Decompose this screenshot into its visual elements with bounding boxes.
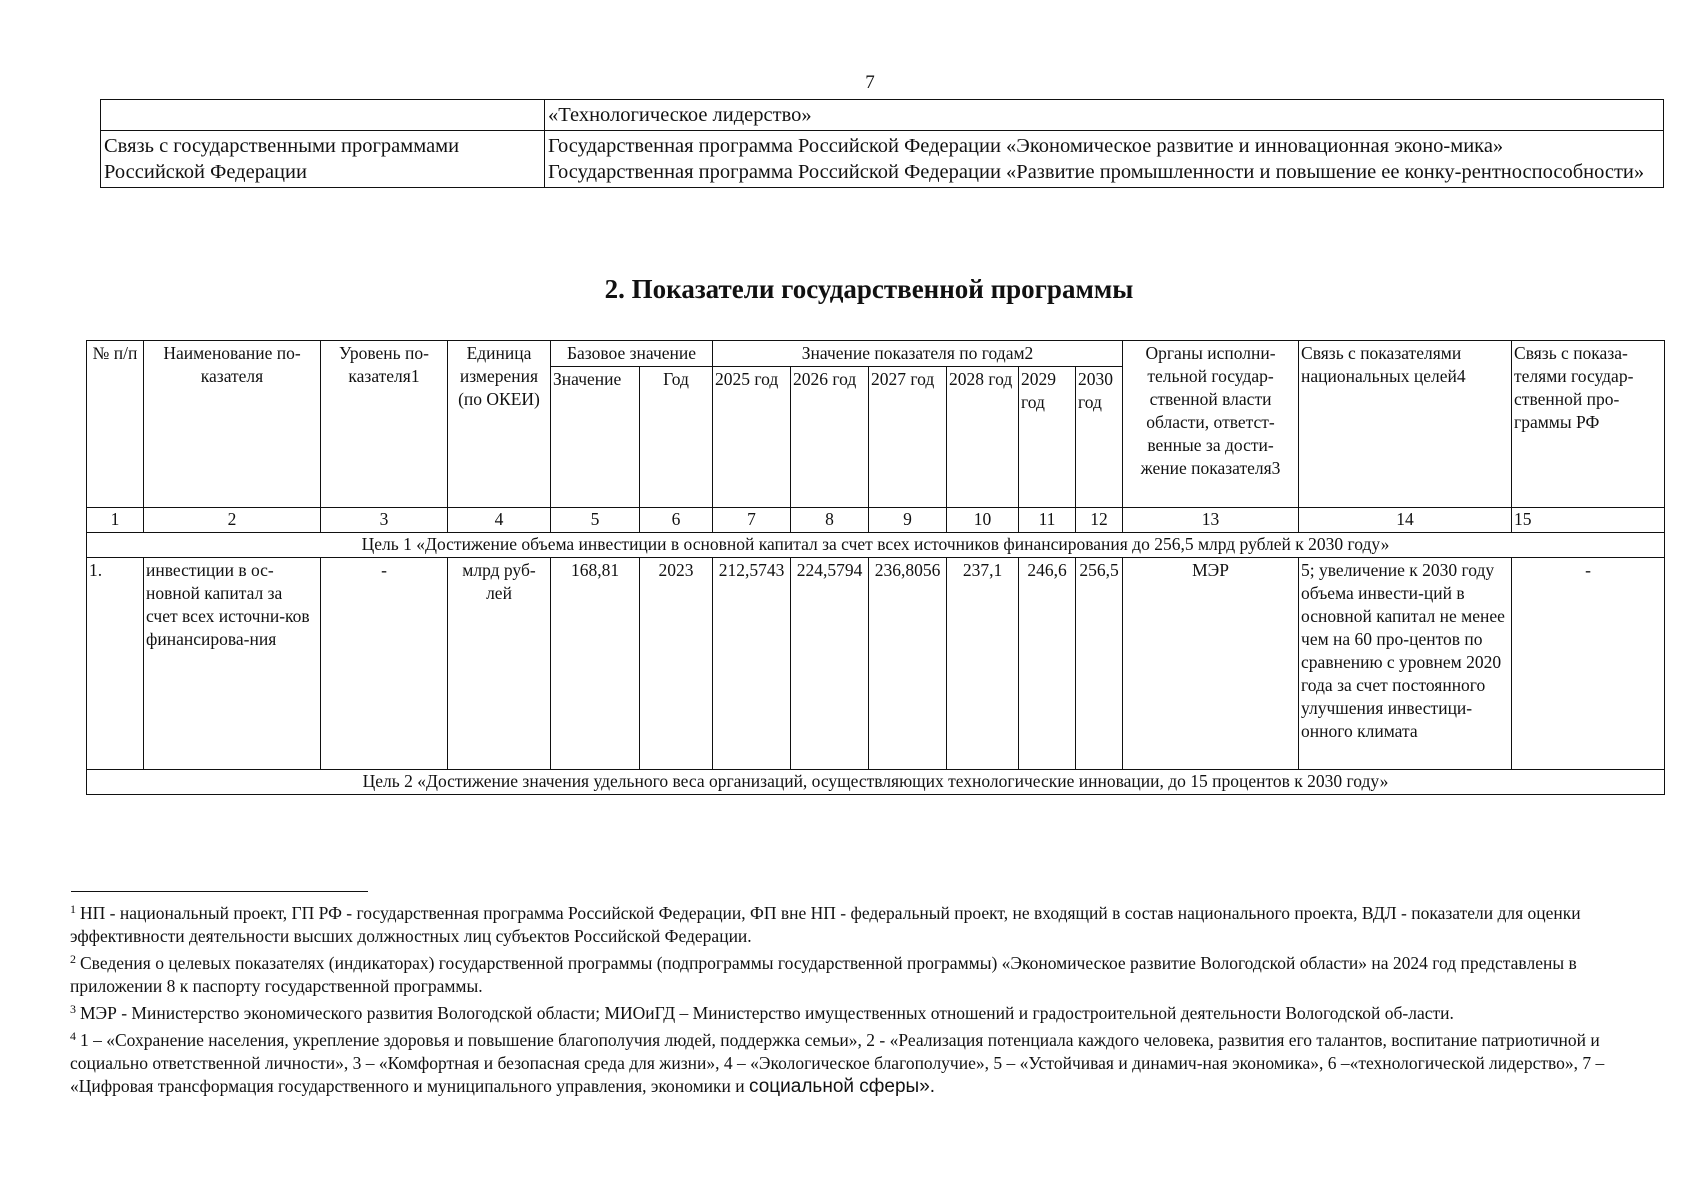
indicators-table: [86, 340, 1665, 795]
footnote-mark: 1: [70, 902, 76, 916]
footnote-2: [70, 948, 1670, 998]
page-number: 7: [865, 72, 875, 93]
column-number: 1: [87, 508, 144, 533]
footnotes: [70, 898, 1670, 1098]
row1-num: 1.: [87, 558, 144, 770]
header-name: Наименование по-казателя: [144, 341, 321, 508]
row1-2028: 237,1: [947, 558, 1019, 770]
column-number: 8: [791, 508, 869, 533]
row1-name: инвестиции в ос-новной капитал за счет всех источни-ков финансирова-ния: [144, 558, 321, 770]
column-number: 3: [321, 508, 448, 533]
footnote-1: [70, 898, 1670, 948]
column-number: 12: [1076, 508, 1123, 533]
row1-authority: МЭР: [1123, 558, 1299, 770]
footnote-text-end: социальной сферы».: [749, 1076, 936, 1097]
column-number: 6: [640, 508, 713, 533]
passport-row2-value: [545, 131, 1664, 188]
column-number: 10: [947, 508, 1019, 533]
header-years-group: Значение показателя по годам2: [713, 341, 1123, 367]
goal-1-row: [87, 533, 1665, 558]
row1-base-year: 2023: [640, 558, 713, 770]
column-number-row: [87, 508, 1665, 533]
header-base-year: Год: [640, 367, 713, 508]
row1-2027: 236,8056: [869, 558, 947, 770]
column-number: 9: [869, 508, 947, 533]
footnote-separator: [71, 891, 368, 892]
row1-2026: 224,5794: [791, 558, 869, 770]
header-base-group: Базовое значение: [551, 341, 713, 367]
column-number: 4: [448, 508, 551, 533]
column-number: 7: [713, 508, 791, 533]
header-base-value: Значение: [551, 367, 640, 508]
passport-table: [100, 99, 1664, 188]
header-year-2028: 2028 год: [947, 367, 1019, 508]
row1-base-value: 168,81: [551, 558, 640, 770]
footnote-mark: 3: [70, 1002, 76, 1016]
header-year-2026: 2026 год: [791, 367, 869, 508]
footnote-text: 1 – «Сохранение населения, укрепление здоровья и повышение благополучия людей, поддержка семьи», 2 - «Реализация потенциала каждого человека, развития его талантов, воспитание патриотичной и социально ответственной личности», 3 – «Комфортная и безопасная среда для жизни», 4 – «Экологическое благополучие», 5 – «Устойчивая и динамич-ная экономика», 6 –«технологической лидерство», 7 – «Цифровая трансформация государственного и муниципального управления, экономики и: [70, 1030, 1605, 1096]
passport-row-2: [101, 131, 1664, 188]
row1-level: -: [321, 558, 448, 770]
passport-row2-label: Связь с государственными программами Российской Федерации: [101, 131, 545, 188]
passport-row-1: [101, 100, 1664, 131]
header-row-1: [87, 341, 1665, 367]
footnote-mark: 2: [70, 952, 76, 966]
column-number: 2: [144, 508, 321, 533]
goal-2-row: [87, 770, 1665, 795]
column-number: 15: [1512, 508, 1665, 533]
header-authority: Органы исполни-тельной государ-ственной власти области, ответст-венные за дости-жение показателя3: [1123, 341, 1299, 508]
header-unit: Единица измерения (по ОКЕИ): [448, 341, 551, 508]
header-year-2025: 2025 год: [713, 367, 791, 508]
header-level: Уровень по-казателя1: [321, 341, 448, 508]
state-program-economic: Государственная программа Российской Федерации «Экономическое развитие и инновационная эконо-мика»: [548, 135, 1504, 157]
row1-unit: млрд руб-лей: [448, 558, 551, 770]
indicator-row-1: [87, 558, 1665, 770]
header-year-2030: 2030 год: [1076, 367, 1123, 508]
column-number: 11: [1019, 508, 1076, 533]
footnote-3: [70, 998, 1670, 1025]
footnote-text: МЭР - Министерство экономического развития Вологодской области; МИОиГД – Министерство имущественных отношений и градостроительной деятельности Вологодской об-ласти.: [80, 1003, 1454, 1023]
row1-national-goals: 5; увеличение к 2030 году объема инвести-ций в основной капитал не менее чем на 60 про-центов по сравнению с уровнем 2020 года за счет постоянного улучшения инвестици-онного климата: [1299, 558, 1512, 770]
column-number: 5: [551, 508, 640, 533]
passport-row1-label: [101, 100, 545, 131]
column-number: 14: [1299, 508, 1512, 533]
footnote-4: [70, 1025, 1670, 1098]
goal-1: Цель 1 «Достижение объема инвестиции в основной капитал за счет всех источников финансирования до 256,5 млрд рублей к 2030 году»: [87, 533, 1665, 558]
footnote-text: НП - национальный проект, ГП РФ - государственная программа Российской Федерации, ФП вне НП - федеральный проект, не входящий в состав национального проекта, ВДЛ - показатели для оценки эффективности деятельности высших должностных лиц субъектов Российской Федерации.: [70, 903, 1581, 946]
row1-2025: 212,5743: [713, 558, 791, 770]
section-title: 2. Показатели государственной программы: [604, 274, 1134, 304]
footnote-mark: 4: [70, 1029, 76, 1043]
goal-2: Цель 2 «Достижение значения удельного веса организаций, осуществляющих технологические инновации, до 15 процентов к 2030 году»: [87, 770, 1665, 795]
passport-row1-value: «Технологическое лидерство»: [545, 100, 1664, 131]
footnote-text: Сведения о целевых показателях (индикаторах) государственной программы (подпрограммы государственной программы) «Экономическое развитие Вологодской области» на 2024 год представлены в приложении 8 к паспорту государственной программы.: [70, 953, 1577, 996]
state-program-industry: Государственная программа Российской Федерации «Развитие промышленности и повышение ее конку-рентноспособности»: [548, 161, 1645, 183]
header-num: № п/п: [87, 341, 144, 508]
row1-state-program: -: [1512, 558, 1665, 770]
header-year-2027: 2027 год: [869, 367, 947, 508]
row1-2030: 256,5: [1076, 558, 1123, 770]
header-national-goals: Связь с показателями национальных целей4: [1299, 341, 1512, 508]
column-number: 13: [1123, 508, 1299, 533]
header-state-program: Связь с показа-телями государ-ственной про-граммы РФ: [1512, 341, 1665, 508]
header-year-2029: 2029 год: [1019, 367, 1076, 508]
row1-2029: 246,6: [1019, 558, 1076, 770]
